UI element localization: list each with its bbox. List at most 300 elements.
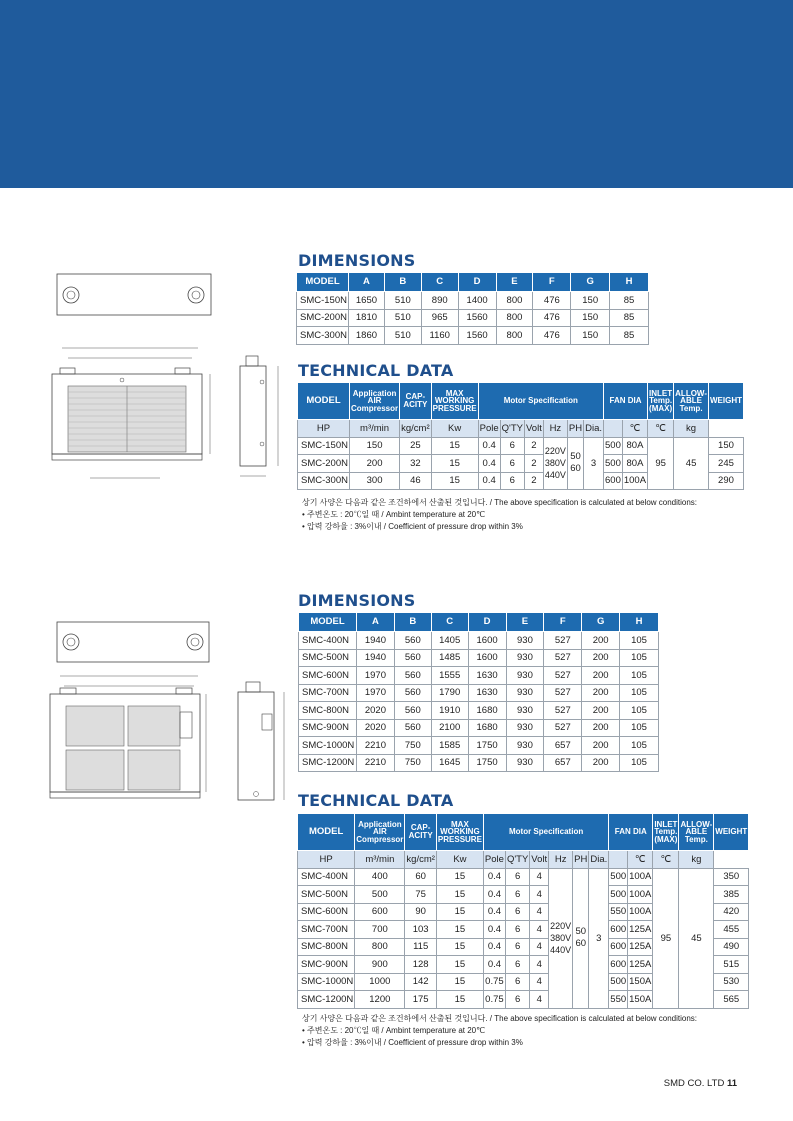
fan-dia-cell: 500 [609,973,628,991]
hp-cell: 800 [355,938,405,956]
hz-value: 60 [570,463,581,475]
dimension-cell: 800 [496,309,533,327]
dimension-cell: 2100 [431,719,468,737]
pressure-cell: 15 [436,903,483,921]
model-cell: SMC-150N [298,437,350,455]
col-header: H [610,273,649,292]
header-inlet-temp: INLET Temp. (MAX) [648,383,674,420]
dimension-cell: 200 [582,649,620,667]
dimension-cell: 560 [394,649,431,667]
qty-cell: 4 [530,956,549,974]
kw-cell: 0.75 [483,991,505,1009]
capacity-cell: 25 [400,437,432,455]
qty-cell: 4 [530,921,549,939]
model-cell: SMC-700N [298,921,355,939]
dimension-cell: 1860 [349,327,385,345]
unit-cell: Kw [436,851,483,869]
hp-cell: 300 [350,472,400,490]
dimension-cell: 200 [582,632,620,650]
dimension-cell: 85 [610,309,649,327]
pole-cell: 6 [500,472,524,490]
dimension-cell: 560 [394,632,431,650]
dimensions-title-1: DIMENSIONS [298,251,416,270]
top-view-drawing-2 [55,620,215,670]
col-header: C [431,613,468,632]
hz-value: 50 [575,926,587,937]
capacity-cell: 32 [400,455,432,473]
table-row [297,327,649,345]
unit-cell: ℃ [653,851,679,869]
dimension-cell: 1680 [468,702,506,720]
dimension-cell: 930 [506,719,544,737]
dimension-cell: 105 [620,737,659,755]
hp-cell: 500 [355,886,405,904]
unit-cell: kg/cm² [405,851,437,869]
header-motor: Motor Specification [483,814,608,851]
hp-cell: 400 [355,868,405,886]
dimension-cell: 560 [394,667,431,685]
ph-cell: 3 [589,868,609,1008]
weight-cell: 490 [714,938,749,956]
inlet-outlet-cell: 125A [628,921,653,939]
model-cell: SMC-500N [298,886,355,904]
hz-cell [567,437,583,490]
dimension-cell: 1645 [431,754,468,772]
col-header: B [394,613,431,632]
allowable-temp-cell: 45 [679,868,714,1008]
unit-cell: Pole [478,420,500,438]
volt-value: 220V [550,921,572,931]
pressure-cell: 15 [436,991,483,1009]
fan-dia-cell: 500 [609,868,628,886]
model-cell: SMC-150N [297,292,349,310]
capacity-cell: 60 [405,868,437,886]
unit-cell: Dia. [589,851,609,869]
hp-cell: 150 [350,437,400,455]
dimension-cell: 1750 [468,737,506,755]
dimension-cell: 1400 [458,292,496,310]
unit-cell: HP [298,851,355,869]
weight-cell: 455 [714,921,749,939]
table-row [299,702,659,720]
dimension-cell: 2020 [356,719,394,737]
dimension-cell: 1810 [349,309,385,327]
model-cell: SMC-900N [298,956,355,974]
hp-cell: 700 [355,921,405,939]
dimension-cell: 105 [620,649,659,667]
note-line: • 압력 강하율 : 3%이내 / Coefficient of pressure drop within 3% [302,522,523,531]
model-cell: SMC-700N [299,684,357,702]
volt-cell [549,868,573,1008]
dimension-cell: 105 [620,632,659,650]
allowable-temp-cell: 45 [674,437,709,490]
table-row [299,632,659,650]
dimension-cell: 105 [620,702,659,720]
header-fan: FAN DIA [604,383,648,420]
table-row [299,684,659,702]
model-cell: SMC-500N [299,649,357,667]
model-cell: SMC-200N [298,455,350,473]
dimension-cell: 476 [533,327,571,345]
model-cell: SMC-900N [299,719,357,737]
inlet-outlet-cell: 125A [628,938,653,956]
col-header: B [384,273,421,292]
unit-cell: ℃ [622,420,647,438]
model-cell: SMC-400N [299,632,357,650]
header-model: MODEL [298,814,355,851]
hp-cell: 200 [350,455,400,473]
kw-cell: 0.75 [483,973,505,991]
volt-cell [543,437,567,490]
note-line: • 주변온도 : 20℃일 때 / Ambint temperature at 20℃ [302,1026,486,1035]
dimension-cell: 105 [620,684,659,702]
pole-cell: 6 [505,956,529,974]
side-view-drawing-1 [238,344,298,484]
volt-value: 440V [550,945,572,955]
dimension-cell: 560 [394,719,431,737]
inlet-outlet-cell: 100A [628,886,653,904]
dimension-cell: 200 [582,684,620,702]
pole-cell: 6 [500,437,524,455]
volt-value: 440V [544,470,566,481]
fan-dia-cell: 500 [604,455,623,473]
inlet-temp-cell: 95 [648,437,674,490]
model-cell: SMC-300N [297,327,349,345]
dimension-cell: 1600 [468,649,506,667]
dimension-cell: 750 [394,754,431,772]
col-header: A [356,613,394,632]
capacity-cell: 175 [405,991,437,1009]
dimension-cell: 510 [384,309,421,327]
units-row [298,851,749,869]
dimension-cell: 560 [394,702,431,720]
fan-dia-cell: 500 [604,437,623,455]
inlet-outlet-cell: 125A [628,956,653,974]
model-cell: SMC-800N [299,702,357,720]
dimension-cell: 510 [384,292,421,310]
table-row [297,292,649,310]
dimension-cell: 1630 [468,667,506,685]
model-cell: SMC-600N [298,903,355,921]
unit-cell: Q'TY [500,420,524,438]
dimension-cell: 1970 [356,667,394,685]
fan-dia-cell: 600 [609,921,628,939]
dimension-cell: 85 [610,327,649,345]
unit-cell [609,851,628,869]
dimension-cell: 657 [544,737,582,755]
pressure-cell: 15 [436,973,483,991]
dimension-cell: 1680 [468,719,506,737]
fan-dia-cell: 600 [604,472,623,490]
weight-cell: 530 [714,973,749,991]
unit-cell: ℃ [648,420,674,438]
notes-2 [302,1013,697,1049]
dimension-cell: 560 [394,684,431,702]
fan-dia-cell: 600 [609,938,628,956]
units-row [298,420,744,438]
weight-cell: 150 [708,437,743,455]
dimensions-table-2 [298,612,659,772]
qty-cell: 4 [530,938,549,956]
qty-cell: 2 [525,472,544,490]
pole-cell: 6 [505,868,529,886]
capacity-cell: 90 [405,903,437,921]
dimension-cell: 1970 [356,684,394,702]
ph-cell: 3 [584,437,604,490]
hz-value: 60 [575,938,587,949]
col-header: C [421,273,458,292]
dimension-cell: 510 [384,327,421,345]
dimension-cell: 476 [533,309,571,327]
kw-cell: 0.4 [483,938,505,956]
dimension-cell: 657 [544,754,582,772]
dimension-cell: 105 [620,719,659,737]
pole-cell: 6 [505,903,529,921]
header-application: Application AIR Compressor [355,814,405,851]
dimension-cell: 150 [571,292,610,310]
unit-cell: m³/min [350,420,400,438]
pole-cell: 6 [500,455,524,473]
dimensions-table-1 [296,272,649,345]
dimension-cell: 200 [582,719,620,737]
unit-cell: m³/min [355,851,405,869]
table-row [299,754,659,772]
header-weight: WEIGHT [708,383,743,420]
dimension-cell: 1750 [468,754,506,772]
kw-cell: 0.4 [483,886,505,904]
dimension-cell: 1560 [458,309,496,327]
kw-cell: 0.4 [483,903,505,921]
weight-cell: 385 [714,886,749,904]
model-cell: SMC-300N [298,472,350,490]
dimension-cell: 965 [421,309,458,327]
pressure-cell: 15 [431,437,478,455]
table-row [298,868,749,886]
dimension-cell: 1485 [431,649,468,667]
unit-cell: PH [567,420,583,438]
unit-cell [604,420,623,438]
page-number: 11 [726,1078,737,1089]
dimension-cell: 930 [506,737,544,755]
front-view-drawing-1 [50,340,220,490]
unit-cell: kg/cm² [400,420,432,438]
kw-cell: 0.4 [478,455,500,473]
inlet-outlet-cell: 80A [622,437,647,455]
kw-cell: 0.4 [478,472,500,490]
unit-cell: Dia. [584,420,604,438]
capacity-cell: 142 [405,973,437,991]
col-header: D [458,273,496,292]
qty-cell: 4 [530,973,549,991]
pressure-cell: 15 [431,455,478,473]
inlet-outlet-cell: 80A [622,455,647,473]
dimension-cell: 85 [610,292,649,310]
dimension-cell: 527 [544,684,582,702]
dimension-cell: 930 [506,649,544,667]
unit-cell: ℃ [628,851,653,869]
header-capacity: CAP- ACITY [400,383,432,420]
dimensions-header-row [297,273,649,292]
volt-value: 220V [544,446,566,457]
col-header: E [506,613,544,632]
dimension-cell: 200 [582,702,620,720]
hz-value: 50 [570,451,581,463]
hp-cell: 1200 [355,991,405,1009]
col-header: E [496,273,533,292]
col-header: D [468,613,506,632]
unit-cell: kg [674,420,709,438]
model-cell: SMC-1200N [298,991,355,1009]
inlet-outlet-cell: 150A [628,973,653,991]
pressure-cell: 15 [436,938,483,956]
inlet-outlet-cell: 100A [628,903,653,921]
notes-1 [302,497,697,533]
pole-cell: 6 [505,921,529,939]
dimension-cell: 1560 [458,327,496,345]
unit-cell: Kw [431,420,478,438]
header-application: Application AIR Compressor [350,383,400,420]
qty-cell: 4 [530,868,549,886]
dimension-cell: 2020 [356,702,394,720]
qty-cell: 4 [530,886,549,904]
side-view-drawing-2 [236,674,296,809]
pressure-cell: 15 [436,886,483,904]
col-header: H [620,613,659,632]
dimension-cell: 527 [544,667,582,685]
top-banner [0,0,793,188]
dimension-cell: 1585 [431,737,468,755]
col-header: F [544,613,582,632]
dimension-cell: 800 [496,327,533,345]
kw-cell: 0.4 [483,956,505,974]
qty-cell: 2 [525,455,544,473]
dimension-cell: 527 [544,719,582,737]
dimension-cell: 1910 [431,702,468,720]
header-allowable-temp: ALLOW- ABLE Temp. [674,383,709,420]
col-header: G [571,273,610,292]
dimension-cell: 527 [544,649,582,667]
unit-cell: PH [573,851,589,869]
hp-cell: 600 [355,903,405,921]
table-row [299,649,659,667]
hp-cell: 1000 [355,973,405,991]
qty-cell: 2 [525,437,544,455]
unit-cell: Volt [525,420,544,438]
model-cell: SMC-1000N [298,973,355,991]
dimension-cell: 1790 [431,684,468,702]
pressure-cell: 15 [436,921,483,939]
dimensions-header-row [299,613,659,632]
pressure-cell: 15 [436,956,483,974]
dimension-cell: 930 [506,702,544,720]
qty-cell: 4 [530,991,549,1009]
qty-cell: 4 [530,903,549,921]
col-header: MODEL [297,273,349,292]
dimension-cell: 150 [571,309,610,327]
weight-cell: 565 [714,991,749,1009]
weight-cell: 420 [714,903,749,921]
capacity-cell: 103 [405,921,437,939]
capacity-cell: 46 [400,472,432,490]
dimensions-title-2: DIMENSIONS [298,591,416,610]
capacity-cell: 75 [405,886,437,904]
note-line: • 주변온도 : 20℃일 때 / Ambint temperature at 20℃ [302,510,486,519]
technical-table-1 [297,382,744,490]
table-row [299,737,659,755]
dimension-cell: 527 [544,702,582,720]
table-row [299,719,659,737]
table-row [298,437,744,455]
model-cell: SMC-200N [297,309,349,327]
dimension-cell: 1405 [431,632,468,650]
dimension-cell: 200 [582,737,620,755]
note-line: 상기 사양은 다음과 같은 조건하에서 산출된 것입니다. / The above specification is calculated at below conditions: [302,498,698,507]
dimension-cell: 890 [421,292,458,310]
table-row [299,667,659,685]
dimension-cell: 105 [620,667,659,685]
unit-cell: Hz [549,851,573,869]
fan-dia-cell: 550 [609,903,628,921]
pole-cell: 6 [505,991,529,1009]
fan-dia-cell: 550 [609,991,628,1009]
unit-cell: Pole [483,851,505,869]
kw-cell: 0.4 [483,921,505,939]
pole-cell: 6 [505,938,529,956]
dimension-cell: 930 [506,684,544,702]
technical-table-2 [297,813,749,1009]
technical-title-1: TECHNICAL DATA [298,361,454,380]
col-header: G [582,613,620,632]
model-cell: SMC-1000N [299,737,357,755]
header-pressure: MAX WORKING PRESSURE [436,814,483,851]
dimension-cell: 1940 [356,632,394,650]
fan-dia-cell: 500 [609,886,628,904]
model-cell: SMC-400N [298,868,355,886]
dimension-cell: 476 [533,292,571,310]
hz-cell [573,868,589,1008]
header-allowable-temp: ALLOW- ABLE Temp. [679,814,714,851]
front-view-drawing-2 [48,670,218,815]
hp-cell: 900 [355,956,405,974]
dimension-cell: 527 [544,632,582,650]
capacity-cell: 115 [405,938,437,956]
dimension-cell: 200 [582,667,620,685]
dimension-cell: 2210 [356,737,394,755]
weight-cell: 245 [708,455,743,473]
top-view-drawing-1 [55,270,215,330]
unit-cell: Hz [543,420,567,438]
inlet-temp-cell: 95 [653,868,679,1008]
volt-value: 380V [544,458,566,469]
weight-cell: 515 [714,956,749,974]
dimension-cell: 1160 [421,327,458,345]
note-line: • 압력 강하율 : 3%이내 / Coefficient of pressure drop within 3% [302,1038,523,1047]
inlet-outlet-cell: 100A [628,868,653,886]
col-header: MODEL [299,613,357,632]
table-row [297,309,649,327]
dimension-cell: 150 [571,327,610,345]
pole-cell: 6 [505,886,529,904]
header-motor: Motor Specification [478,383,603,420]
col-header: A [349,273,385,292]
pole-cell: 6 [505,973,529,991]
kw-cell: 0.4 [483,868,505,886]
header-weight: WEIGHT [714,814,749,851]
pressure-cell: 15 [431,472,478,490]
dimension-cell: 2210 [356,754,394,772]
kw-cell: 0.4 [478,437,500,455]
dimension-cell: 1600 [468,632,506,650]
